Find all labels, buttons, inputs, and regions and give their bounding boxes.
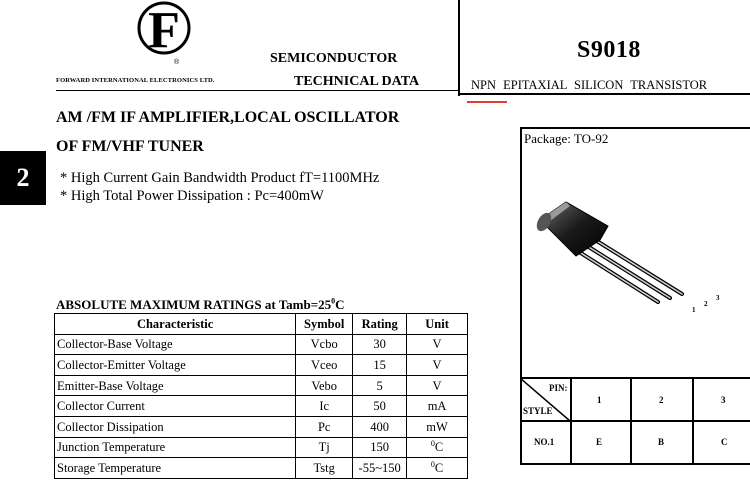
characteristic-cell: Collector Dissipation (55, 416, 296, 437)
unit-cell: $^0$C (407, 437, 468, 458)
characteristic-cell: Collector-Emitter Voltage (55, 355, 296, 376)
header-divider-left (56, 90, 458, 91)
style-number: NO.1 (534, 437, 555, 447)
table-header-row (55, 314, 468, 335)
pin-column-header: 3 (721, 395, 726, 405)
pin-assignment: E (596, 437, 603, 447)
page-section-tab: 2 (0, 151, 46, 205)
pin-header-label: PIN: (549, 383, 568, 393)
part-number: S9018 (577, 37, 641, 63)
device-description: NPN EPITAXIAL SILICON TRANSISTOR (471, 78, 708, 92)
column-header: Rating (353, 314, 407, 335)
unit-cell: V (407, 355, 468, 376)
unit-cell: V (407, 375, 468, 396)
rating-cell: 400 (353, 416, 407, 437)
characteristic-cell: Emitter-Base Voltage (55, 375, 296, 396)
table-row (55, 355, 468, 376)
table-row (55, 375, 468, 396)
logo-registered-mark: ® (174, 59, 180, 66)
symbol-cell: Tstg (296, 458, 353, 479)
characteristic-cell: Junction Temperature (55, 437, 296, 458)
table-row (55, 396, 468, 417)
symbol-cell: Vebo (296, 375, 353, 396)
characteristic-cell: Collector Current (55, 396, 296, 417)
rating-cell: 5 (353, 375, 407, 396)
feature-item: * High Current Gain Bandwidth Product fT=1100MHz (60, 170, 380, 186)
pin-number-label: 2 (704, 300, 708, 308)
rating-cell: 30 (353, 334, 407, 355)
pin-column-header: 1 (597, 395, 602, 405)
company-name: FORWARD INTERNATIONAL ELECTRONICS LTD. (56, 77, 215, 84)
header-divider-right (460, 93, 750, 95)
symbol-cell: Tj (296, 437, 353, 458)
table-row (55, 334, 468, 355)
feature-item: * High Total Power Dissipation : Pc=400mW (60, 188, 324, 204)
unit-cell: $^0$C (407, 458, 468, 479)
column-header: Symbol (296, 314, 353, 335)
pin-assignment: B (658, 437, 665, 447)
unit-cell: V (407, 334, 468, 355)
absolute-max-ratings-table (54, 313, 468, 479)
rating-cell: 50 (353, 396, 407, 417)
column-header: Unit (407, 314, 468, 335)
style-header-label: STYLE (523, 406, 553, 416)
rating-cell: -55~150 (353, 458, 407, 479)
symbol-cell: Ic (296, 396, 353, 417)
company-logo (128, 0, 200, 76)
pin-table-border (692, 377, 694, 465)
package-label: Package: TO-92 (524, 131, 609, 146)
pin-table-border (630, 377, 632, 465)
characteristic-cell: Collector-Base Voltage (55, 334, 296, 355)
application-title-line1: AM /FM IF AMPLIFIER,LOCAL OSCILLATOR (56, 109, 400, 126)
logo-letter: F (148, 2, 180, 59)
table-row (55, 437, 468, 458)
rating-cell: 15 (353, 355, 407, 376)
unit-cell: mA (407, 396, 468, 417)
to92-package-illustration (530, 190, 700, 310)
symbol-cell: Pc (296, 416, 353, 437)
ratings-title: ABSOLUTE MAXIMUM RATINGS at $Tamb=25^0C$ (56, 296, 345, 312)
column-header: Characteristic (55, 314, 296, 335)
application-title-line2: OF FM/VHF TUNER (56, 138, 204, 155)
pin-number-label: 1 (692, 306, 696, 314)
table-row (55, 416, 468, 437)
red-underline-mark (467, 101, 507, 103)
pin-assignment: C (721, 437, 728, 447)
characteristic-cell: Storage Temperature (55, 458, 296, 479)
table-row (55, 458, 468, 479)
unit-cell: mW (407, 416, 468, 437)
header-vertical-divider (458, 0, 460, 96)
rating-cell: 150 (353, 437, 407, 458)
semiconductor-label: SEMICONDUCTOR (270, 51, 398, 66)
pin-number-label: 3 (716, 294, 720, 302)
symbol-cell: Vcbo (296, 334, 353, 355)
pin-column-header: 2 (659, 395, 664, 405)
symbol-cell: Vceo (296, 355, 353, 376)
technical-data-label: TECHNICAL DATA (294, 74, 420, 89)
